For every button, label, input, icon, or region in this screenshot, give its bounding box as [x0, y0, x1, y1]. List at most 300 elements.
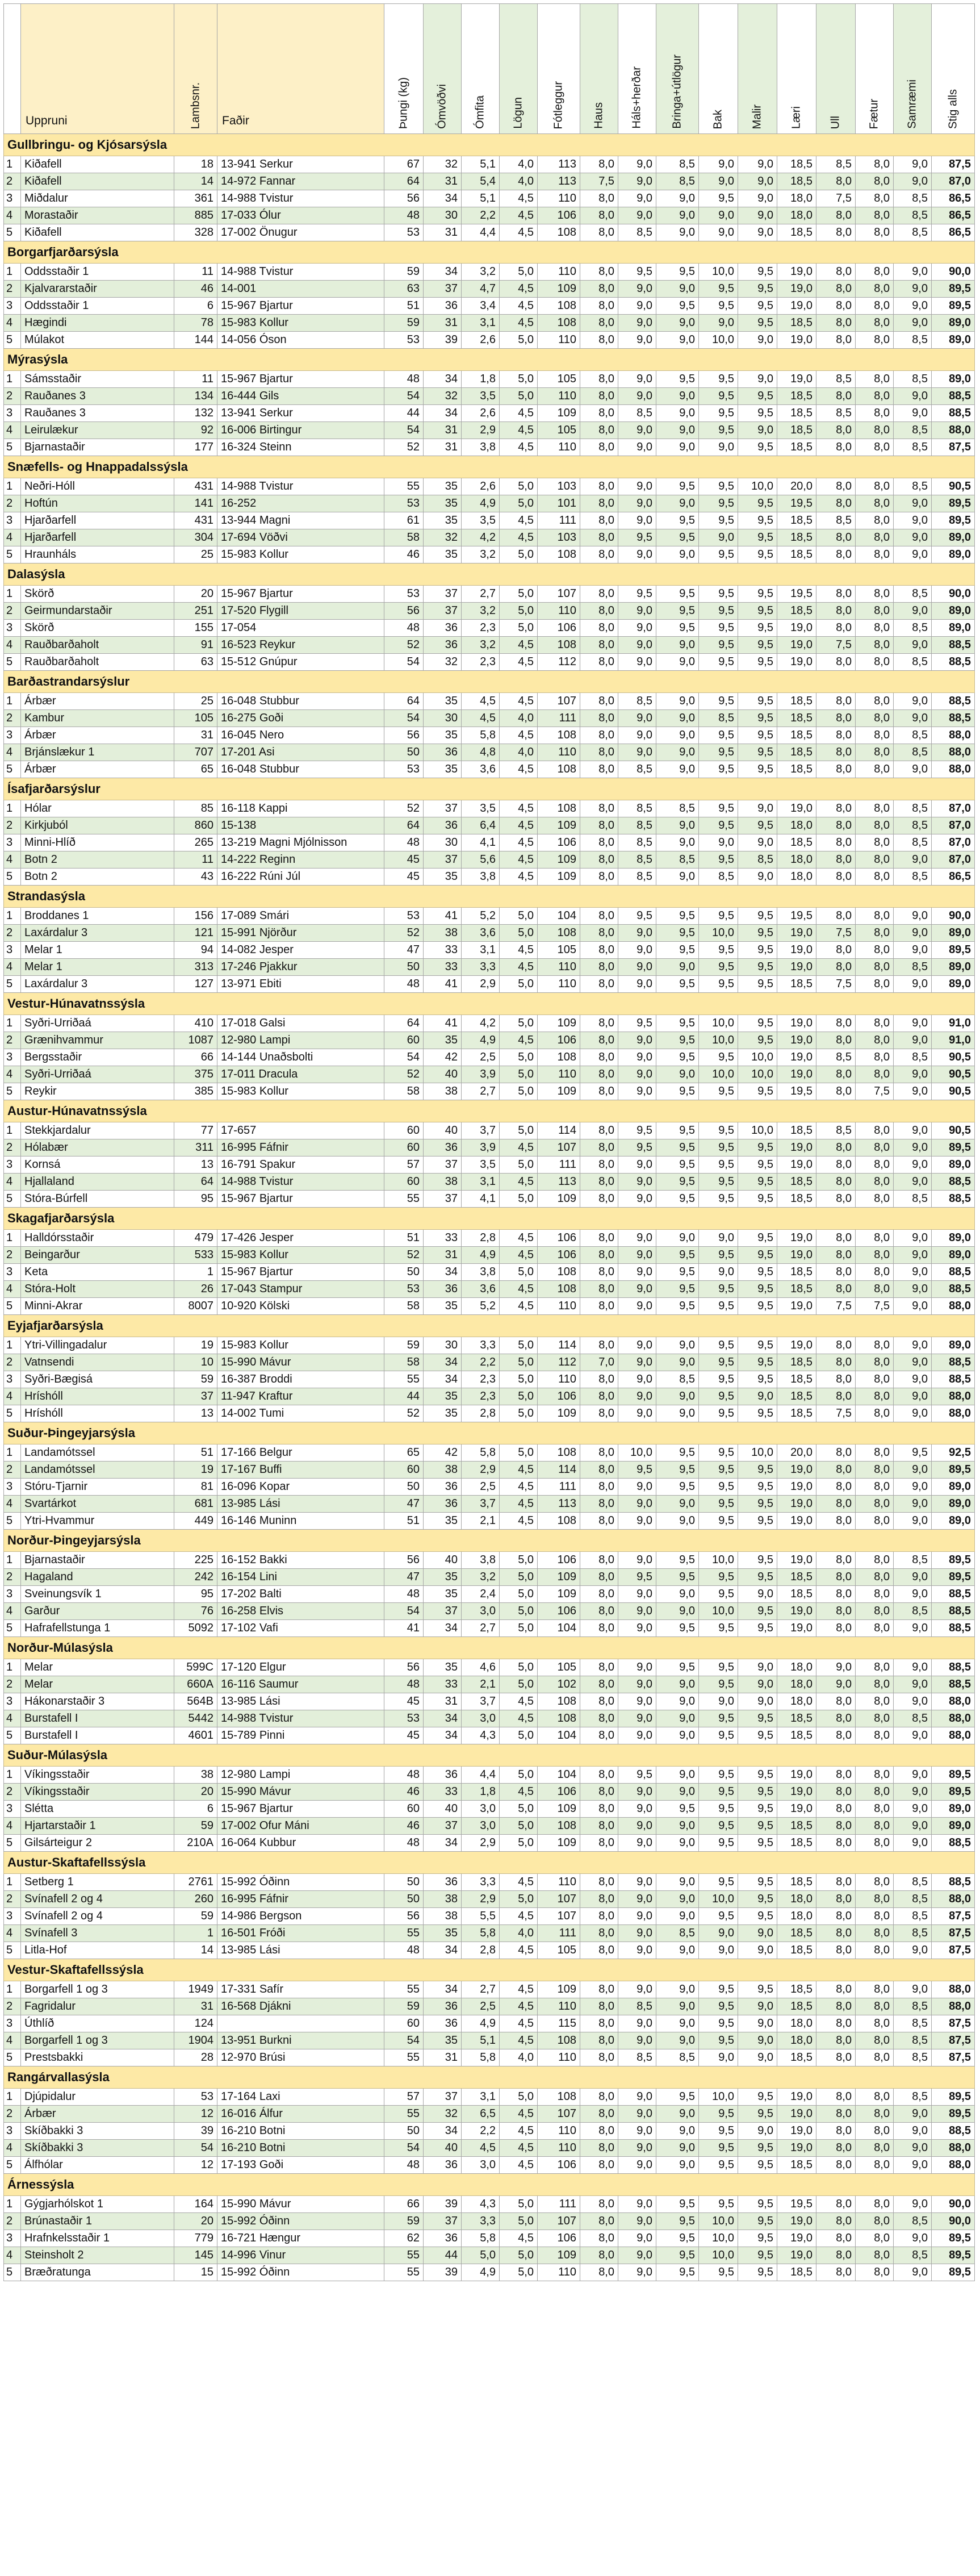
- cell-weight: 56: [384, 1552, 424, 1569]
- cell-chest: 9,0: [656, 2157, 699, 2174]
- cell-neck-shoulders: 8,5: [618, 834, 656, 851]
- cell-wool: 9,0: [816, 1676, 856, 1693]
- cell-neck-shoulders: 9,0: [618, 156, 656, 173]
- cell-shape: 5,0: [500, 388, 538, 405]
- cell-balance: 9,0: [894, 156, 932, 173]
- cell-origin: Rauðbarðaholt: [21, 637, 174, 654]
- cell-balance: 8,5: [894, 1998, 932, 2015]
- cell-fat: 3,7: [462, 1496, 500, 1513]
- cell-neck-shoulders: 9,0: [618, 2157, 656, 2174]
- header-weight: Þungi (kg): [384, 4, 424, 134]
- cell-neck-shoulders: 9,0: [618, 371, 656, 388]
- cell-lamb-number: 210A: [174, 1835, 217, 1852]
- cell-eye-muscle: 32: [424, 654, 462, 671]
- cell-leg-thigh: 18,5: [777, 710, 816, 727]
- cell-chest: 9,0: [656, 1676, 699, 1693]
- cell-leg-thigh: 19,0: [777, 1801, 816, 1818]
- cell-lamb-number: 43: [174, 869, 217, 886]
- cell-rump: 9,5: [738, 1569, 777, 1586]
- cell-weight: 56: [384, 190, 424, 207]
- cell-weight: 54: [384, 422, 424, 439]
- cell-father: 17-089 Smári: [217, 908, 384, 925]
- cell-total: 88,0: [932, 727, 975, 744]
- cell-neck-shoulders: 9,0: [618, 1891, 656, 1908]
- cell-leg-thigh: 18,5: [777, 2157, 816, 2174]
- cell-total: 89,0: [932, 546, 975, 563]
- cell-total: 90,5: [932, 1049, 975, 1066]
- cell-fat: 5,1: [462, 156, 500, 173]
- cell-head: 8,0: [580, 710, 618, 727]
- cell-chest: 8,5: [656, 1925, 699, 1942]
- cell-leg-thigh: 19,0: [777, 1049, 816, 1066]
- cell-feet: 8,0: [856, 800, 894, 817]
- cell-leg-thigh: 18,5: [777, 546, 816, 563]
- cell-fat: 3,0: [462, 1710, 500, 1727]
- cell-eye-muscle: 34: [424, 405, 462, 422]
- cell-eye-muscle: 38: [424, 1891, 462, 1908]
- cell-feet: 8,0: [856, 1908, 894, 1925]
- cell-shape: 5,0: [500, 1659, 538, 1676]
- cell-leg: 105: [538, 942, 580, 959]
- cell-father: 17-202 Balti: [217, 1586, 384, 1603]
- cell-weight: 44: [384, 1388, 424, 1405]
- cell-chest: 9,0: [656, 315, 699, 332]
- cell-rump: 9,5: [738, 2196, 777, 2213]
- cell-back: 9,5: [699, 1462, 738, 1479]
- cell-leg: 110: [538, 388, 580, 405]
- cell-leg-thigh: 18,0: [777, 1693, 816, 1710]
- cell-weight: 58: [384, 1083, 424, 1100]
- cell-balance: 9,0: [894, 1281, 932, 1298]
- cell-wool: 8,0: [816, 439, 856, 456]
- cell-leg: 109: [538, 281, 580, 298]
- cell-wool: 8,0: [816, 2089, 856, 2106]
- cell-leg-thigh: 19,0: [777, 281, 816, 298]
- cell-head: 7,5: [580, 173, 618, 190]
- cell-eye-muscle: 38: [424, 1462, 462, 1479]
- cell-total: 88,0: [932, 744, 975, 761]
- cell-shape: 5,0: [500, 1354, 538, 1371]
- cell-eye-muscle: 35: [424, 546, 462, 563]
- cell-feet: 8,0: [856, 2196, 894, 2213]
- cell-back: 9,5: [699, 2157, 738, 2174]
- table-row: [4, 1620, 975, 1637]
- cell-wool: 8,5: [816, 1122, 856, 1139]
- cell-fat: 4,1: [462, 834, 500, 851]
- cell-leg-thigh: 18,5: [777, 761, 816, 778]
- cell-father: 10-920 Kölski: [217, 1298, 384, 1315]
- cell-leg-thigh: 18,5: [777, 1727, 816, 1744]
- cell-weight: 50: [384, 959, 424, 976]
- cell-wool: 8,0: [816, 546, 856, 563]
- cell-chest: 9,0: [656, 693, 699, 710]
- cell-origin: Laxárdalur 3: [21, 976, 174, 993]
- cell-fat: 4,7: [462, 281, 500, 298]
- cell-total: 89,5: [932, 512, 975, 529]
- cell-lamb-number: 20: [174, 1784, 217, 1801]
- cell-total: 89,0: [932, 315, 975, 332]
- cell-father: 16-568 Djákni: [217, 1998, 384, 2015]
- cell-neck-shoulders: 8,5: [618, 405, 656, 422]
- header-chest: Bringa+útlögur: [656, 4, 699, 134]
- cell-fat: 6,4: [462, 817, 500, 834]
- cell-chest: 9,0: [656, 834, 699, 851]
- cell-lamb-number: 14: [174, 1942, 217, 1959]
- cell-balance: 8,5: [894, 1603, 932, 1620]
- cell-leg: 106: [538, 2230, 580, 2247]
- cell-eye-muscle: 37: [424, 851, 462, 869]
- cell-rump: 9,5: [738, 1710, 777, 1727]
- cell-chest: 9,0: [656, 1784, 699, 1801]
- cell-wool: 8,0: [816, 2196, 856, 2213]
- cell-total: 88,0: [932, 1891, 975, 1908]
- cell-head: 8,0: [580, 1727, 618, 1744]
- cell-rank: 2: [4, 281, 21, 298]
- cell-eye-muscle: 36: [424, 2157, 462, 2174]
- table-row: [4, 190, 975, 207]
- cell-wool: 8,0: [816, 1552, 856, 1569]
- cell-origin: Rauðanes 3: [21, 405, 174, 422]
- cell-leg-thigh: 19,0: [777, 2123, 816, 2140]
- cell-leg-thigh: 19,0: [777, 1767, 816, 1784]
- cell-back: 9,5: [699, 1388, 738, 1405]
- cell-balance: 8,5: [894, 2015, 932, 2032]
- cell-neck-shoulders: 9,0: [618, 1247, 656, 1264]
- cell-leg: 112: [538, 1354, 580, 1371]
- cell-neck-shoulders: 9,0: [618, 2140, 656, 2157]
- cell-rump: 9,0: [738, 371, 777, 388]
- cell-leg: 111: [538, 1925, 580, 1942]
- cell-eye-muscle: 30: [424, 1337, 462, 1354]
- cell-neck-shoulders: 9,0: [618, 1191, 656, 1208]
- cell-wool: 8,0: [816, 1354, 856, 1371]
- cell-rank: 2: [4, 2213, 21, 2230]
- cell-weight: 59: [384, 315, 424, 332]
- cell-wool: 8,0: [816, 1174, 856, 1191]
- cell-leg-thigh: 19,0: [777, 959, 816, 976]
- cell-back: 9,5: [699, 2106, 738, 2123]
- cell-rump: 9,5: [738, 1247, 777, 1264]
- cell-origin: Álfhólar: [21, 2157, 174, 2174]
- cell-balance: 8,5: [894, 207, 932, 224]
- cell-eye-muscle: 35: [424, 1513, 462, 1530]
- cell-shape: 5,0: [500, 1083, 538, 1100]
- cell-rank: 1: [4, 1337, 21, 1354]
- table-row: [4, 1281, 975, 1298]
- table-row: [4, 1727, 975, 1744]
- cell-balance: 8,5: [894, 2089, 932, 2106]
- cell-weight: 56: [384, 603, 424, 620]
- cell-back: 9,5: [699, 1444, 738, 1462]
- cell-head: 8,0: [580, 264, 618, 281]
- cell-father: 14-988 Tvistur: [217, 1174, 384, 1191]
- cell-shape: 4,5: [500, 1139, 538, 1157]
- cell-chest: 9,0: [656, 405, 699, 422]
- cell-lamb-number: 144: [174, 332, 217, 349]
- cell-lamb-number: 304: [174, 529, 217, 546]
- cell-rump: 9,0: [738, 422, 777, 439]
- table-row: [4, 1659, 975, 1676]
- cell-back: 9,5: [699, 1354, 738, 1371]
- cell-fat: 2,7: [462, 1083, 500, 1100]
- cell-wool: 8,0: [816, 851, 856, 869]
- table-row: [4, 1767, 975, 1784]
- cell-origin: Syðri-Urriðaá: [21, 1015, 174, 1032]
- cell-head: 8,0: [580, 1835, 618, 1852]
- cell-leg: 107: [538, 2106, 580, 2123]
- header-row: [4, 4, 975, 134]
- cell-origin: Bjarnastaðir: [21, 439, 174, 456]
- cell-leg-thigh: 19,0: [777, 1015, 816, 1032]
- cell-weight: 52: [384, 1247, 424, 1264]
- cell-total: 89,5: [932, 1462, 975, 1479]
- cell-fat: 2,9: [462, 1462, 500, 1479]
- cell-origin: Árbær: [21, 761, 174, 778]
- cell-chest: 9,5: [656, 1552, 699, 1569]
- cell-leg-thigh: 20,0: [777, 478, 816, 495]
- cell-back: 9,0: [699, 1693, 738, 1710]
- cell-leg: 108: [538, 1710, 580, 1727]
- table-row: [4, 1874, 975, 1891]
- cell-leg: 110: [538, 744, 580, 761]
- cell-lamb-number: 1087: [174, 1032, 217, 1049]
- cell-leg: 109: [538, 1981, 580, 1998]
- cell-leg-thigh: 19,0: [777, 1496, 816, 1513]
- cell-leg-thigh: 18,5: [777, 1264, 816, 1281]
- cell-father: 15-967 Bjartur: [217, 371, 384, 388]
- cell-neck-shoulders: 10,0: [618, 1444, 656, 1462]
- cell-rump: 9,5: [738, 1337, 777, 1354]
- cell-head: 8,0: [580, 834, 618, 851]
- cell-balance: 9,0: [894, 1139, 932, 1157]
- cell-lamb-number: 59: [174, 1908, 217, 1925]
- cell-chest: 9,0: [656, 727, 699, 744]
- cell-weight: 64: [384, 173, 424, 190]
- cell-shape: 5,0: [500, 478, 538, 495]
- cell-rank: 3: [4, 2015, 21, 2032]
- cell-fat: 3,8: [462, 1552, 500, 1569]
- cell-origin: Hrafnkelsstaðir 1: [21, 2230, 174, 2247]
- cell-rump: 9,0: [738, 207, 777, 224]
- cell-wool: 8,0: [816, 1891, 856, 1908]
- cell-neck-shoulders: 9,0: [618, 1354, 656, 1371]
- cell-feet: 8,0: [856, 1247, 894, 1264]
- cell-wool: 8,0: [816, 1981, 856, 1998]
- cell-rank: 1: [4, 1659, 21, 1676]
- cell-father: 16-324 Steinn: [217, 439, 384, 456]
- cell-total: 88,5: [932, 1264, 975, 1281]
- cell-balance: 9,0: [894, 1083, 932, 1100]
- cell-rump: 9,5: [738, 603, 777, 620]
- cell-weight: 53: [384, 586, 424, 603]
- cell-balance: 9,0: [894, 1247, 932, 1264]
- cell-weight: 54: [384, 2140, 424, 2157]
- cell-origin: Brúnastaðir 1: [21, 2213, 174, 2230]
- cell-father: 16-995 Fáfnir: [217, 1891, 384, 1908]
- cell-father: 13-941 Serkur: [217, 156, 384, 173]
- cell-rump: 8,5: [738, 851, 777, 869]
- cell-origin: Hólabær: [21, 1139, 174, 1157]
- cell-leg: 109: [538, 405, 580, 422]
- cell-rump: 9,5: [738, 976, 777, 993]
- cell-lamb-number: 20: [174, 586, 217, 603]
- cell-head: 8,0: [580, 1139, 618, 1157]
- cell-rump: 9,0: [738, 800, 777, 817]
- cell-neck-shoulders: 9,0: [618, 1942, 656, 1959]
- cell-back: 10,0: [699, 1891, 738, 1908]
- cell-origin: Svínafell 3: [21, 1925, 174, 1942]
- cell-eye-muscle: 31: [424, 224, 462, 241]
- cell-back: 9,5: [699, 654, 738, 671]
- cell-fat: 3,6: [462, 1281, 500, 1298]
- cell-rump: 9,5: [738, 817, 777, 834]
- cell-chest: 9,5: [656, 298, 699, 315]
- cell-balance: 9,0: [894, 851, 932, 869]
- cell-leg: 114: [538, 1462, 580, 1479]
- cell-balance: 9,0: [894, 1818, 932, 1835]
- cell-origin: Hákonarstaðir 3: [21, 1693, 174, 1710]
- region-header-row: [4, 349, 975, 371]
- cell-eye-muscle: 34: [424, 1354, 462, 1371]
- cell-origin: Leirulækur: [21, 422, 174, 439]
- table-row: [4, 405, 975, 422]
- cell-head: 8,0: [580, 620, 618, 637]
- cell-fat: 2,6: [462, 332, 500, 349]
- cell-wool: 7,5: [816, 190, 856, 207]
- cell-leg-thigh: 18,5: [777, 173, 816, 190]
- cell-back: 9,5: [699, 1767, 738, 1784]
- cell-leg-thigh: 19,0: [777, 1066, 816, 1083]
- region-name: Vestur-Húnavatnssýsla: [4, 993, 975, 1015]
- cell-rump: 10,0: [738, 478, 777, 495]
- cell-chest: 9,0: [656, 2123, 699, 2140]
- cell-leg: 104: [538, 1767, 580, 1784]
- cell-fat: 1,8: [462, 1784, 500, 1801]
- cell-wool: 8,0: [816, 1874, 856, 1891]
- cell-shape: 4,5: [500, 224, 538, 241]
- cell-shape: 5,0: [500, 1049, 538, 1066]
- cell-balance: 9,0: [894, 529, 932, 546]
- cell-feet: 8,0: [856, 2106, 894, 2123]
- cell-total: 89,0: [932, 620, 975, 637]
- cell-leg-thigh: 19,0: [777, 264, 816, 281]
- cell-fat: 2,8: [462, 1405, 500, 1422]
- cell-leg: 108: [538, 1264, 580, 1281]
- cell-chest: 9,0: [656, 1908, 699, 1925]
- cell-neck-shoulders: 9,0: [618, 1298, 656, 1315]
- cell-father: 16-096 Kopar: [217, 1479, 384, 1496]
- cell-rank: 1: [4, 586, 21, 603]
- cell-feet: 8,0: [856, 1676, 894, 1693]
- cell-weight: 52: [384, 925, 424, 942]
- cell-fat: 5,8: [462, 2230, 500, 2247]
- cell-rump: 9,5: [738, 2230, 777, 2247]
- cell-leg: 108: [538, 727, 580, 744]
- cell-back: 9,0: [699, 1942, 738, 1959]
- cell-balance: 9,0: [894, 1230, 932, 1247]
- cell-wool: 8,0: [816, 1942, 856, 1959]
- cell-leg: 109: [538, 1801, 580, 1818]
- table-row: [4, 2123, 975, 2140]
- cell-lamb-number: 18: [174, 156, 217, 173]
- cell-rump: 9,5: [738, 1462, 777, 1479]
- cell-lamb-number: 533: [174, 1247, 217, 1264]
- cell-shape: 5,0: [500, 1801, 538, 1818]
- cell-total: 89,5: [932, 298, 975, 315]
- cell-leg: 110: [538, 190, 580, 207]
- cell-shape: 4,5: [500, 1874, 538, 1891]
- cell-chest: 9,5: [656, 1139, 699, 1157]
- cell-neck-shoulders: 9,0: [618, 603, 656, 620]
- cell-father: 12-980 Lampi: [217, 1032, 384, 1049]
- cell-eye-muscle: 35: [424, 1032, 462, 1049]
- cell-back: 9,5: [699, 1174, 738, 1191]
- cell-fat: 2,3: [462, 654, 500, 671]
- cell-head: 8,0: [580, 1874, 618, 1891]
- cell-head: 8,0: [580, 1264, 618, 1281]
- cell-feet: 8,0: [856, 1157, 894, 1174]
- cell-wool: 8,0: [816, 1818, 856, 1835]
- table-row: [4, 1818, 975, 1835]
- cell-origin: Árbær: [21, 727, 174, 744]
- cell-chest: 8,5: [656, 851, 699, 869]
- cell-origin: Stekkjardalur: [21, 1122, 174, 1139]
- cell-leg: 105: [538, 1659, 580, 1676]
- cell-neck-shoulders: 9,5: [618, 1139, 656, 1157]
- cell-head: 8,0: [580, 1603, 618, 1620]
- cell-neck-shoulders: 8,5: [618, 869, 656, 886]
- cell-feet: 8,0: [856, 512, 894, 529]
- cell-lamb-number: 564B: [174, 1693, 217, 1710]
- cell-rank: 5: [4, 1405, 21, 1422]
- cell-origin: Burstafell I: [21, 1727, 174, 1744]
- cell-lamb-number: 105: [174, 710, 217, 727]
- cell-fat: 1,8: [462, 371, 500, 388]
- cell-feet: 8,0: [856, 1784, 894, 1801]
- cell-weight: 52: [384, 1405, 424, 1422]
- cell-father: 11-947 Kraftur: [217, 1388, 384, 1405]
- cell-chest: 8,5: [656, 1371, 699, 1388]
- cell-lamb-number: 95: [174, 1191, 217, 1208]
- cell-shape: 4,5: [500, 2032, 538, 2049]
- table-row: [4, 1998, 975, 2015]
- cell-weight: 51: [384, 298, 424, 315]
- cell-feet: 8,0: [856, 173, 894, 190]
- cell-feet: 8,0: [856, 546, 894, 563]
- cell-head: 8,0: [580, 224, 618, 241]
- cell-feet: 8,0: [856, 224, 894, 241]
- cell-leg: 102: [538, 1676, 580, 1693]
- cell-shape: 4,5: [500, 637, 538, 654]
- cell-father: 17-167 Buffi: [217, 1462, 384, 1479]
- cell-eye-muscle: 37: [424, 1191, 462, 1208]
- cell-fat: 3,1: [462, 315, 500, 332]
- cell-eye-muscle: 38: [424, 925, 462, 942]
- cell-neck-shoulders: 9,0: [618, 976, 656, 993]
- cell-fat: 4,5: [462, 2140, 500, 2157]
- cell-wool: 8,0: [816, 332, 856, 349]
- cell-origin: Fagridalur: [21, 1998, 174, 2015]
- cell-shape: 4,5: [500, 207, 538, 224]
- cell-lamb-number: 53: [174, 2089, 217, 2106]
- cell-father: 14-986 Bergson: [217, 1908, 384, 1925]
- cell-chest: 9,0: [656, 1066, 699, 1083]
- cell-wool: 8,0: [816, 744, 856, 761]
- header-rump: Malir: [738, 4, 777, 134]
- cell-balance: 9,0: [894, 1784, 932, 1801]
- cell-head: 8,0: [580, 603, 618, 620]
- cell-lamb-number: 11: [174, 264, 217, 281]
